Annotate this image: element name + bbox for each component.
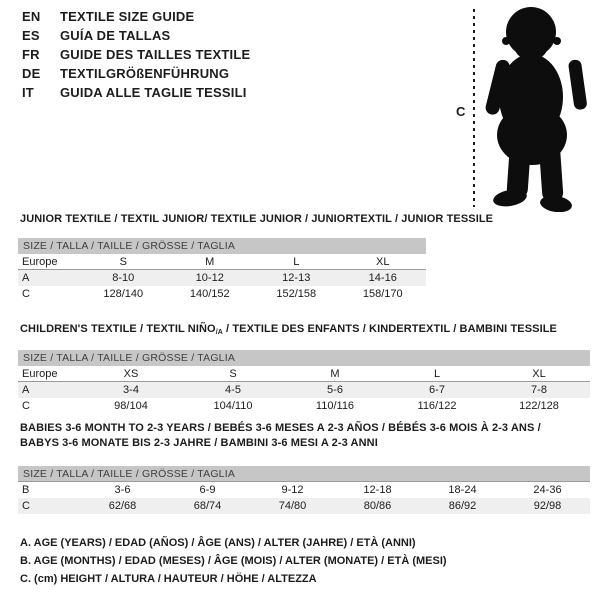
language-code: DE (22, 66, 41, 81)
language-code: FR (22, 47, 40, 62)
table-cell: 3-4 (123, 384, 139, 396)
children-title-subscript: /A (215, 329, 223, 336)
column-header: S (119, 255, 127, 268)
children-title-pre: CHILDREN'S TEXTILE / TEXTIL NIÑO (20, 323, 216, 335)
column-header-row (18, 366, 590, 382)
column-header: XS (123, 367, 139, 380)
junior-size-table (18, 238, 426, 302)
column-header: L (293, 255, 300, 268)
table-cell: 8-10 (112, 272, 135, 284)
table-cell: 12-13 (282, 272, 311, 284)
table-cell: 7-8 (531, 384, 547, 396)
baby-silhouette-icon (483, 4, 597, 212)
children-title-post: / TEXTILE DES ENFANTS / KINDERTEXTIL / BAMBINI TESSILE (222, 323, 557, 335)
legend-notes (20, 534, 447, 588)
language-code: ES (22, 28, 40, 43)
row-label: C (22, 500, 30, 512)
row-label: B (22, 484, 30, 496)
size-header-bar: SIZE / TALLA / TAILLE / GRÖSSE / TAGLIA (18, 466, 590, 482)
junior-table-title: JUNIOR TEXTILE / TEXTIL JUNIOR/ TEXTILE JUNIOR / JUNIORTEXTIL / JUNIOR TESSILE (20, 213, 494, 225)
table-cell: 18-24 (448, 484, 477, 496)
column-header: M (330, 367, 340, 380)
table-cell: 12-18 (363, 484, 392, 496)
babies-title-line2: BABYS 3-6 MONATE BIS 2-3 JAHRE / BAMBINI 3-6 MESI A 2-3 ANNI (20, 437, 378, 449)
table-cell: 140/152 (189, 288, 230, 300)
table-cell: 116/122 (417, 400, 457, 412)
table-cell: 14-16 (368, 272, 397, 284)
language-title: GUIDA ALLE TAGLIE TESSILI (60, 85, 247, 100)
age-years-row (18, 382, 590, 398)
language-row (22, 26, 250, 45)
table-cell: 68/74 (193, 500, 222, 512)
column-header-row (18, 254, 426, 270)
language-title: TEXTILE SIZE GUIDE (60, 9, 195, 24)
language-row (22, 64, 250, 83)
region-label: Europe (22, 367, 58, 380)
language-row (22, 83, 250, 102)
table-cell: 5-6 (327, 384, 343, 396)
table-cell: 98/104 (114, 400, 148, 412)
language-code: EN (22, 9, 41, 24)
table-cell: 9-12 (281, 484, 304, 496)
table-cell: 74/80 (278, 500, 307, 512)
table-cell: 6-9 (199, 484, 216, 496)
column-header: S (229, 367, 237, 380)
table-cell: 104/110 (213, 400, 253, 412)
babies-size-table (18, 466, 590, 514)
height-label: C (456, 104, 466, 119)
note-height-cm: C. (cm) HEIGHT / ALTURA / HAUTEUR / HÖHE / ALTEZZA (20, 573, 317, 585)
table-cell: 62/68 (108, 500, 137, 512)
language-row (22, 45, 250, 64)
table-cell: 24-36 (533, 484, 562, 496)
column-header: M (205, 255, 215, 268)
height-reference-dotted-line (472, 7, 476, 209)
babies-title-line1: BABIES 3-6 MONTH TO 2-3 YEARS / BEBÉS 3-6 MESES A 2-3 AÑOS / BÉBÉS 3-6 MOIS À 2-3 ANS / (20, 422, 541, 434)
babies-table-title (20, 421, 541, 451)
table-cell: 3-6 (114, 484, 131, 496)
children-size-table (18, 350, 590, 414)
table-cell: 110/116 (315, 400, 355, 412)
row-label: C (22, 400, 30, 412)
table-cell: 6-7 (429, 384, 445, 396)
table-cell: 122/128 (519, 400, 559, 412)
baby-figure (450, 0, 600, 215)
note-age-months: B. AGE (MONTHS) / EDAD (MESES) / ÂGE (MOIS) / ALTER (MONATE) / ETÀ (MESI) (20, 555, 447, 567)
row-label: A (22, 272, 30, 284)
size-header-bar: SIZE / TALLA / TAILLE / GRÖSSE / TAGLIA (18, 350, 590, 366)
language-code: IT (22, 85, 34, 100)
size-header-bar: SIZE / TALLA / TAILLE / GRÖSSE / TAGLIA (18, 238, 426, 254)
height-cm-row (18, 286, 426, 302)
column-header: XL (532, 367, 546, 380)
table-cell: 92/98 (533, 500, 562, 512)
language-list (22, 7, 250, 102)
table-cell: 158/170 (362, 288, 403, 300)
row-label: A (22, 384, 30, 396)
language-title: GUIDE DES TAILLES TEXTILE (60, 47, 251, 62)
language-row (22, 7, 250, 26)
height-cm-row (18, 498, 590, 514)
table-cell: 10-12 (195, 272, 224, 284)
language-title: GUÍA DE TALLAS (60, 28, 171, 43)
table-cell: 86/92 (448, 500, 477, 512)
children-table-title (20, 322, 557, 340)
age-months-row (18, 482, 590, 498)
language-title: TEXTILGRÖßENFÜHRUNG (60, 66, 230, 81)
column-header: XL (376, 255, 390, 268)
table-cell: 128/140 (103, 288, 144, 300)
note-age-years: A. AGE (YEARS) / EDAD (AÑOS) / ÂGE (ANS) / ALTER (JAHRE) / ETÀ (ANNI) (20, 537, 416, 549)
row-label: C (22, 288, 30, 300)
column-header: L (433, 367, 441, 380)
height-cm-row (18, 398, 590, 414)
table-cell: 4-5 (225, 384, 241, 396)
table-cell: 152/158 (276, 288, 317, 300)
table-cell: 80/86 (363, 500, 392, 512)
age-years-row (18, 270, 426, 286)
region-label: Europe (22, 255, 58, 268)
